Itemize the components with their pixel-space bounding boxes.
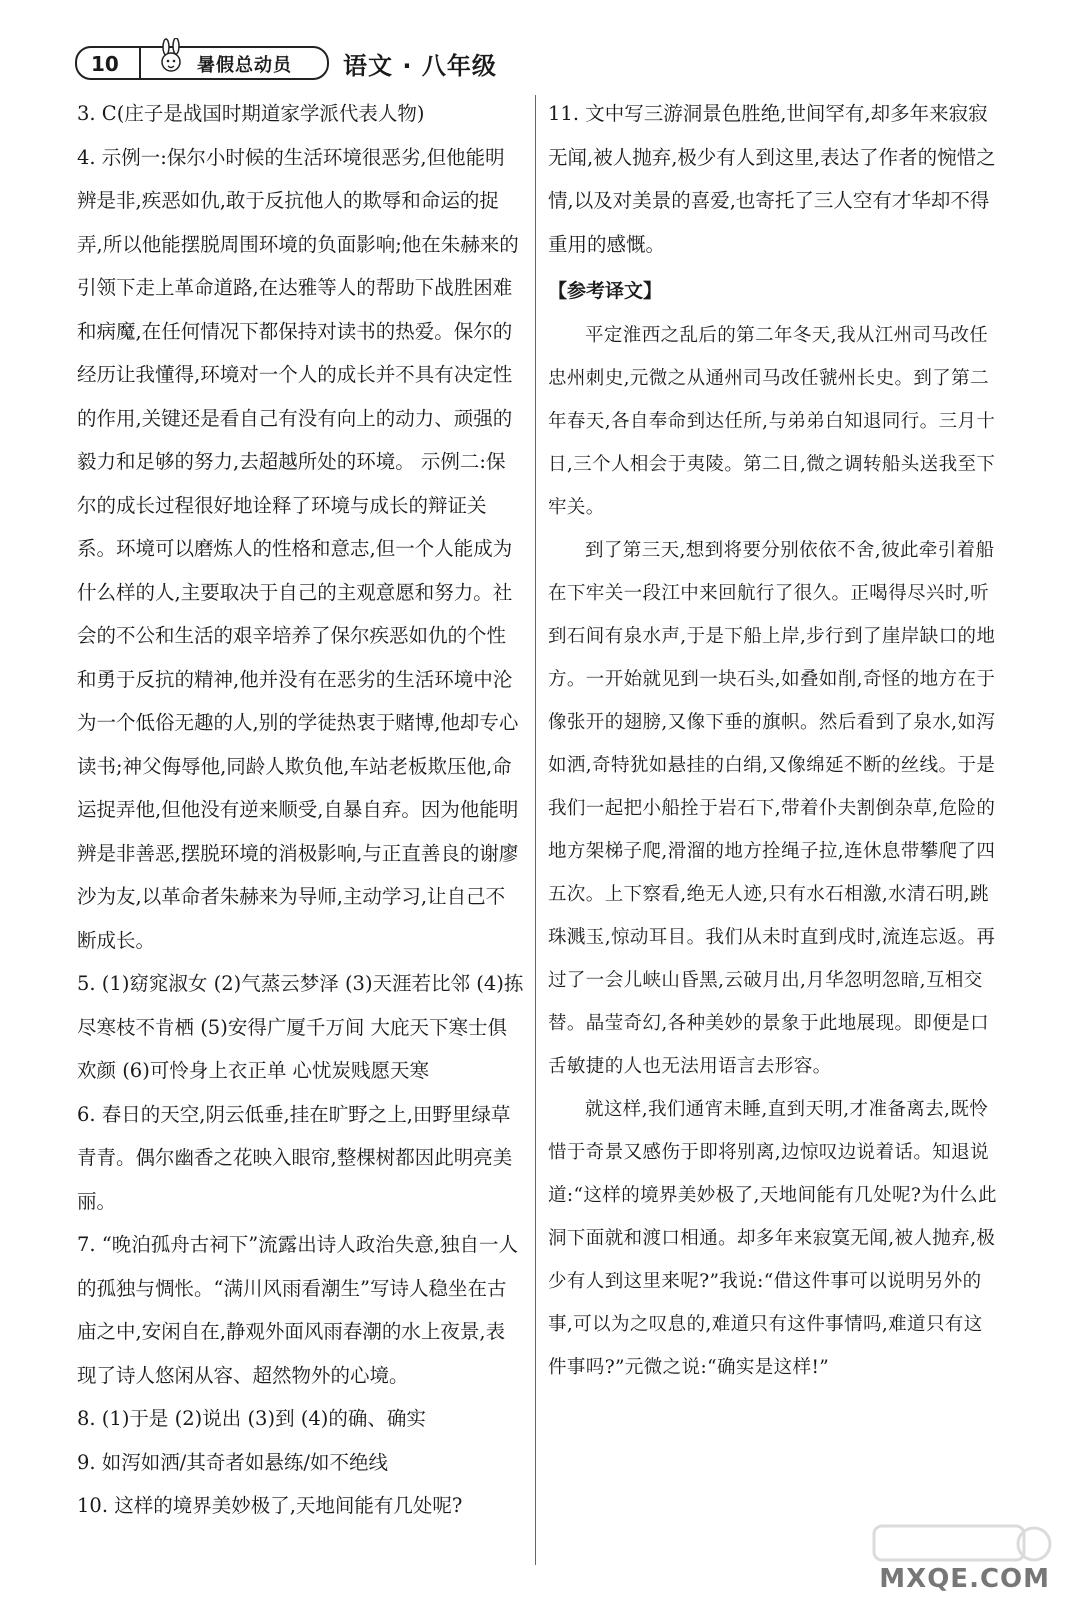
- translation-paragraph: 到了第三天,想到将要分别依依不舍,彼此牵引着船在下牢关一段江中来回航行了很久。正喝得尽兴时,听到石间有泉水声,于是下船上岸,步行到了崖岸缺口的地方。一开始就见到一块石头,如叠如削,奇怪的地方在于像张开的翅膀,又像下垂的旗帜。然后看到了泉水,如泻如洒,奇特犹如悬挂的白绢,又像绵延不断的丝线。于是我们一起把小船拴于岩石下,带着仆夫割倒杂草,危险的地方架梯子爬,滑溜的地方拴绳子拉,连休息带攀爬了四五次。上下察看,绝无人迹,只有水石相激,水清石明,跳珠溅玉,惊动耳目。我们从未时直到戌时,流连忘返。再过了一会儿峡山昏黑,云破月出,月华忽明忽暗,互相交替。晶莹奇幻,各种美妙的景象于此地展现。即便是口舌敏捷的人也无法用语言去形容。: [548, 540, 996, 1077]
- header-badge: [75, 46, 329, 80]
- page-number: 10: [91, 52, 119, 76]
- series-title: 暑假总动员: [197, 55, 292, 76]
- reference-translation: [548, 314, 998, 1389]
- answer-11: 11. 文中写三游洞景色胜绝,世间罕有,却多年来寂寂无闻,被人抛弃,极少有人到这里,表达了作者的惋惜之情,以及对美景的喜爱,也寄托了三人空有才华却不得重用的感慨。: [548, 102, 996, 256]
- answer-9: 9. 如泻如洒/其奇者如悬练/如不绝线: [77, 1450, 388, 1474]
- column-divider: [535, 95, 536, 1565]
- answer-7: 7. “晚泊孤舟古祠下”流露出诗人政治失意,独自一人的孤独与惆怅。“满川风雨看潮生”写诗人稳坐在古庙之中,安闲自在,静观外面风雨春潮的水上夜景,表现了诗人悠闲从容、超然物外的心境。: [77, 1233, 518, 1387]
- translation-paragraph: 平定淮西之乱后的第二年冬天,我从江州司马改任忠州刺史,元微之从通州司马改任虢州长史。到了第二年春天,各自奉命到达任所,与弟弟白知退同行。三月十日,三个人相会于夷陵。第二日,微之调转船头送我至下牢关。: [548, 325, 996, 518]
- translation-paragraph: 就这样,我们通宵未睡,直到天明,才准备离去,既怜惜于奇景又感伤于即将别离,边惊叹边说着话。知退说道:“这样的境界美妙极了,天地间能有几处呢?为什么此洞下面就和渡口相通。却多年来寂寞无闻,被人抛弃,极少有人到这里来呢?”我说:“借这件事可以说明另外的事,可以为之叹息的,难道只有这件事情吗,难道只有这件事吗?”元微之说:“确实是这样!”: [548, 1099, 997, 1378]
- badge-divider: [139, 48, 141, 78]
- rabbit-mascot-icon: [157, 38, 185, 78]
- right-column: [548, 92, 998, 1389]
- reference-translation-title: 【参考译文】: [548, 280, 663, 302]
- answer-4: 4. 示例一:保尔小时候的生活环境很恶劣,但他能明辨是非,疾恶如仇,敢于反抗他人的欺辱和命运的捉弄,所以他能摆脱周围环境的负面影响;他在朱赫来的引领下走上革命道路,在达雅等人的帮助下战胜困难和病魔,在任何情况下都保持对读书的热爱。保尔的经历让我懂得,环境对一个人的成长并不具有决定性的作用,关键还是看自己有没有向上的动力、顽强的毅力和足够的努力,去超越所处的环境。 示例二:保尔的成长过程很好地诠释了环境与成长的辩证关系。环境可以磨炼人的性格和意志,但一个人能成为什么样的人,主要取决于自己的主观意愿和努力。社会的不公和生活的艰辛培养了保尔疾恶如仇的个性和勇于反抗的精神,他并没有在恶劣的生活环境中沦为一个低俗无趣的人,别的学徒热衷于赌博,他却专心读书;神父侮辱他,同龄人欺负他,车站老板欺压他,命运捉弄他,但他没有逆来顺受,自暴自弃。因为他能明辨是非善恶,摆脱环境的消极影响,与正直善良的谢廖沙为友,以革命者朱赫来为导师,主动学习,让自己不断成长。: [77, 145, 519, 952]
- answer-8: 8. (1)于是 (2)说出 (3)到 (4)的确、确实: [77, 1407, 426, 1430]
- page-header: [75, 44, 535, 84]
- answer-6: 6. 春日的天空,阴云低垂,挂在旷野之上,田野里绿草青青。偶尔幽香之花映入眼帘,整棵树都因此明亮美丽。: [77, 1102, 513, 1213]
- answer-3: 3. C(庄子是战国时期道家学派代表人物): [77, 102, 425, 125]
- answer-5: 5. (1)窈窕淑女 (2)气蒸云梦泽 (3)天涯若比邻 (4)拣尽寒枝不肯栖 (5)安得广厦千万间 大庇天下寒士俱欢颜 (6)可怜身上衣正单 心忧炭贱愿天寒: [77, 972, 524, 1082]
- watermark-text: MXQE.COM: [879, 1564, 1050, 1594]
- left-column: [77, 92, 524, 1528]
- subject-title: 语文 · 八年级: [343, 52, 497, 80]
- answer-10: 10. 这样的境界美妙极了,天地间能有几处呢?: [77, 1494, 463, 1517]
